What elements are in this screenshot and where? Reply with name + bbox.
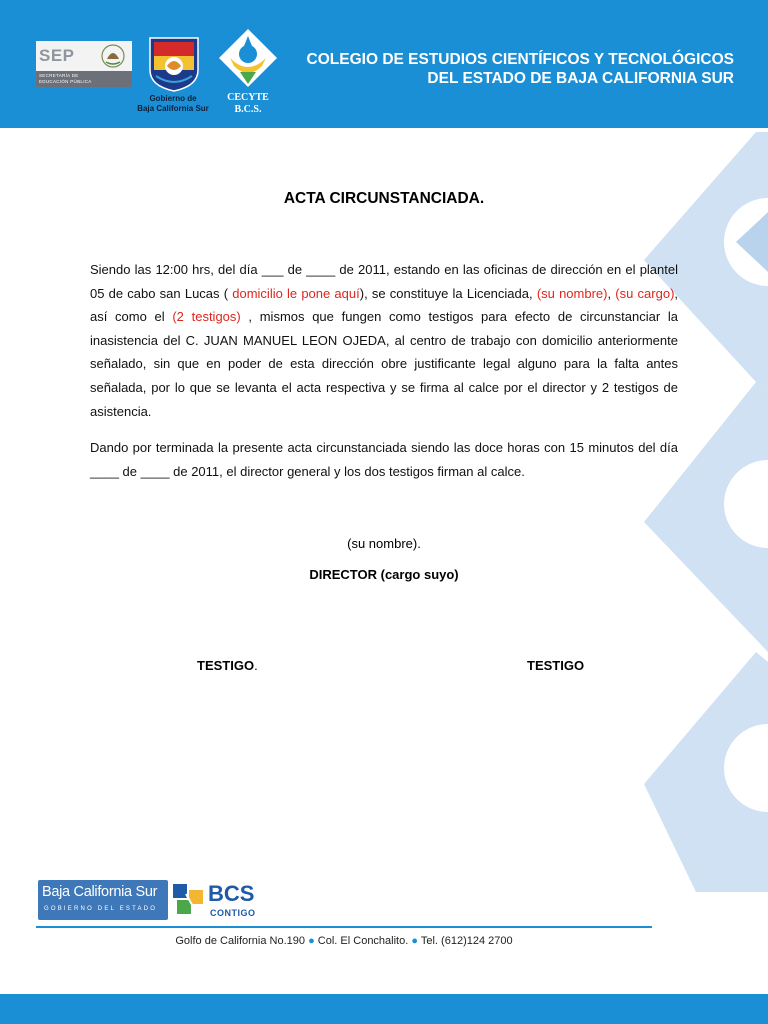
college-title-line1: COLEGIO DE ESTUDIOS CIENTÍFICOS Y TECNOLÓGICOS bbox=[306, 51, 734, 68]
college-title bbox=[307, 50, 734, 88]
paragraph-2: Dando por terminada la presente acta circunstanciada siendo las doce horas con 15 minutos del día ____ de ____ de 2011, el director general y los dos testigos firman al calce. bbox=[90, 440, 678, 479]
bcs-contigo-text: CONTIGO bbox=[210, 908, 256, 918]
gobierno-line2: Baja California Sur bbox=[137, 104, 209, 113]
bcs-word: BCS bbox=[208, 881, 255, 906]
cecyte-logo bbox=[216, 28, 280, 120]
footer-address: Golfo de California No.190 ● Col. El Conchalito. ● Tel. (612)124 2700 bbox=[175, 935, 513, 947]
document-title: ACTA CIRCUNSTANCIADA. bbox=[283, 190, 485, 207]
paragraph-1: Siendo las 12:00 hrs, del día ___ de ____ de 2011, estando en las oficinas de dirección en el plantel 05 de cabo san Lucas ( domicilio le pone aquí), se constituye la Licenciada, (su nombre), (su cargo), así como el (2 testigos) , mismos que fungen como testigos para efecto de circunstanciar la inasistencia del C. JUAN MANUEL LEON OJEDA, al centro de trabajo con domicilio anteriormente señalado, sin que en poder de esta dirección obre justificante legal alguno para la falta antes señalada, por lo que se levanta el acta respectiva y se firma al calce por el director y 2 testigos de asistencia. bbox=[90, 262, 679, 419]
placeholder-su-cargo: (su cargo) bbox=[615, 285, 675, 301]
mexico-eagle-icon bbox=[98, 43, 128, 69]
gobierno-line1: Gobierno de bbox=[149, 94, 197, 103]
sep-subtitle-line2: EDUCACIÓN PÚBLICA bbox=[39, 79, 92, 84]
gobierno-bcs-logo bbox=[134, 36, 212, 118]
decorative-pattern bbox=[636, 132, 768, 892]
state-subtitle: GOBIERNO DEL ESTADO bbox=[44, 906, 158, 912]
witness-right: TESTIGO bbox=[527, 658, 585, 673]
header-band bbox=[0, 0, 768, 128]
sep-logo bbox=[36, 41, 132, 87]
bottom-band bbox=[0, 994, 768, 1024]
cecyte-line2: B.C.S. bbox=[234, 104, 262, 115]
state-name: Baja California Sur bbox=[42, 884, 158, 900]
college-title-line2: DEL ESTADO DE BAJA CALIFORNIA SUR bbox=[427, 70, 734, 87]
placeholder-su-nombre: (su nombre) bbox=[536, 285, 608, 301]
bcs-state-logo bbox=[38, 880, 168, 920]
cecyte-emblem-icon bbox=[218, 28, 278, 90]
sep-label: SEP bbox=[39, 46, 75, 65]
witness-left: TESTIGO. bbox=[197, 658, 258, 673]
shield-icon bbox=[148, 36, 200, 92]
signature-role: DIRECTOR (cargo suyo) bbox=[309, 567, 459, 582]
cecyte-line1: CECYTE bbox=[227, 92, 269, 103]
bullet-icon: ● bbox=[411, 935, 419, 947]
signature-name: (su nombre). bbox=[347, 536, 421, 551]
bullet-icon: ● bbox=[308, 935, 315, 947]
footer-divider bbox=[36, 926, 652, 928]
sep-subtitle-line1: SECRETARÍA DE bbox=[39, 73, 79, 78]
placeholder-testigos: (2 testigos) bbox=[172, 309, 241, 325]
placeholder-domicilio: domicilio le pone aquí bbox=[232, 285, 360, 301]
bcs-contigo-icon bbox=[172, 882, 206, 918]
